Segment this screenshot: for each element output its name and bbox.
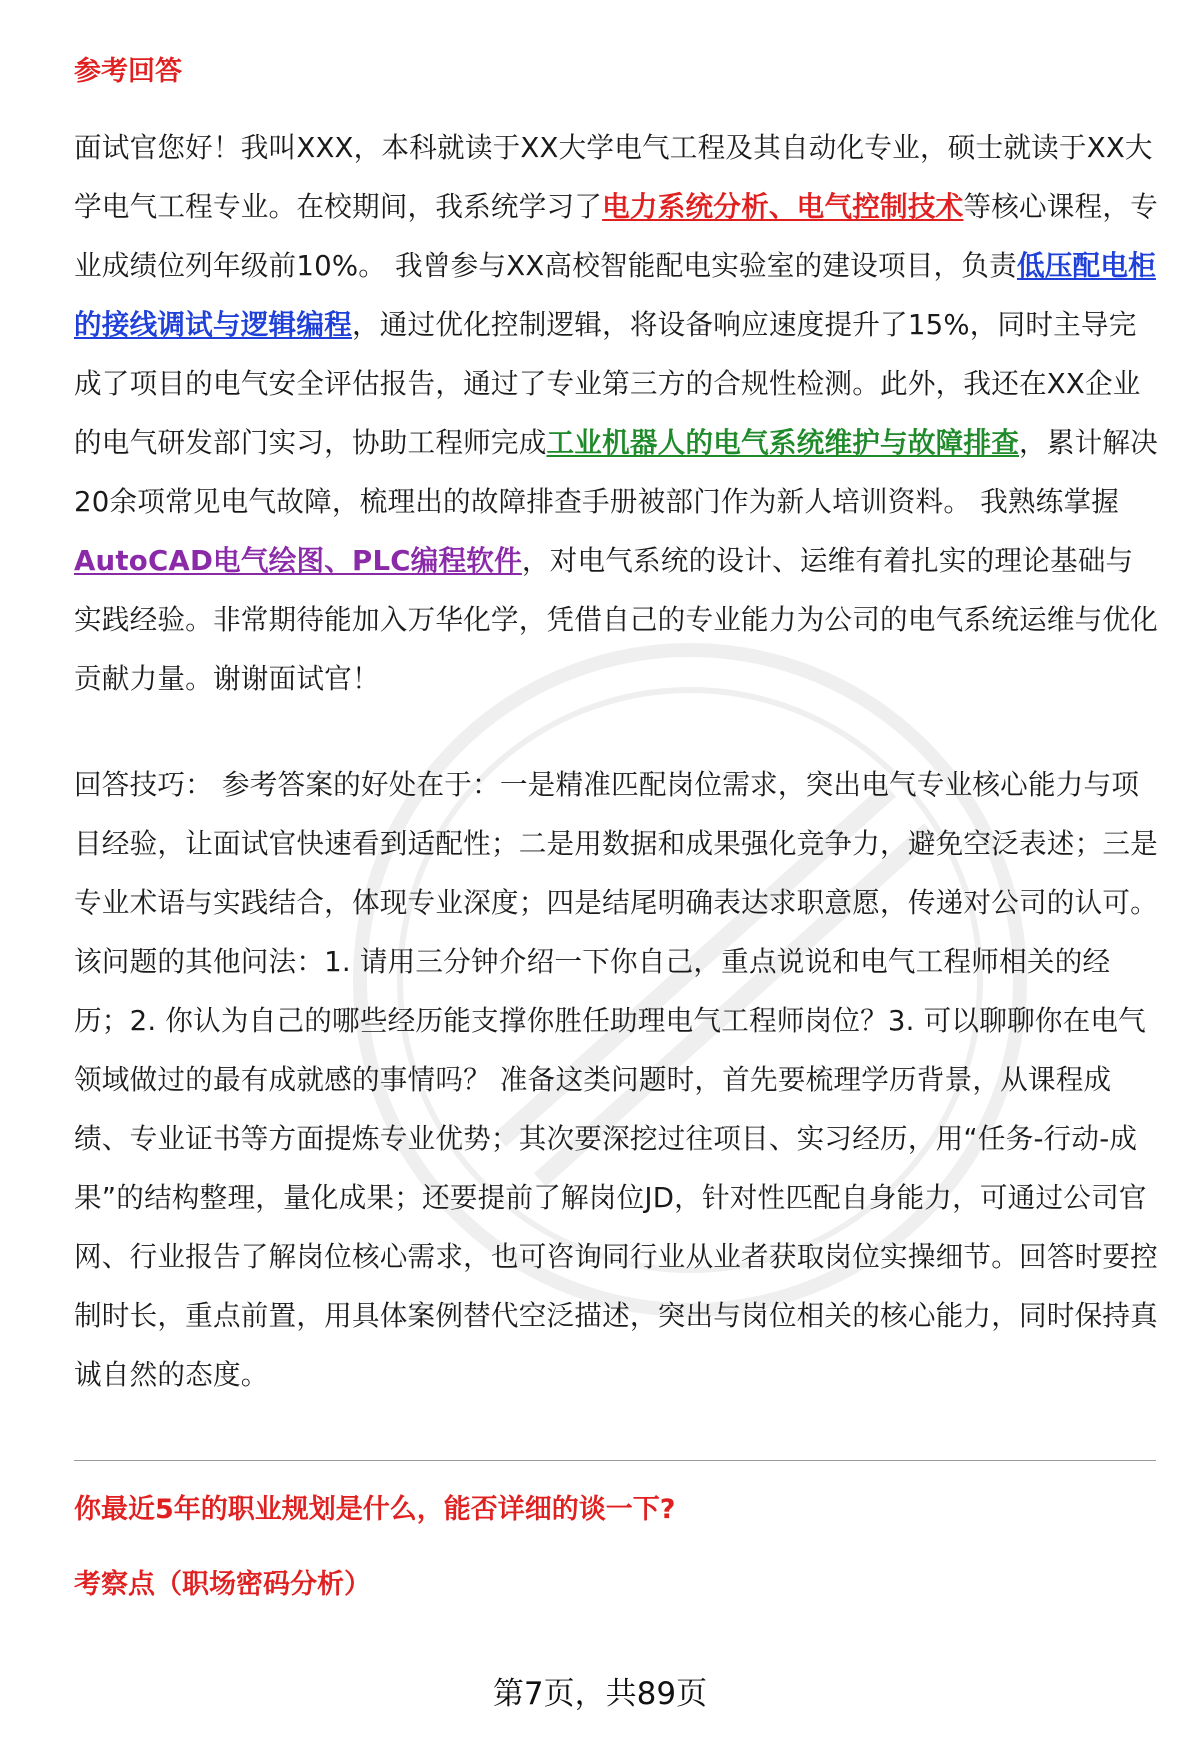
answer-text-3: ，通过优化控制逻辑，将设备响应速度提升了15%，同时主导完成了项目的电气安全评估报告，通过了专业第三方的合规性检测。此外，我还在XX企业的电气研发部门实习，协助工程师完成: [74, 308, 1141, 459]
answer-text-1: 面试官您好！我叫XXX，本科就读于XX大学电气工程及其自动化专业，硕士就读于XX大学电气工程专业。在校期间，我系统学习了: [74, 131, 1153, 223]
highlight-project: 低压配电柜的接线调试与逻辑编程: [74, 249, 1156, 341]
answer-heading: 参考回答: [74, 56, 182, 87]
answer-text-2: 等核心课程，专业成绩位列年级前10%。 我曾参与XX高校智能配电实验室的建设项目，负责: [74, 190, 1158, 282]
answer-text-5: ，对电气系统的设计、运维有着扎实的理论基础与实践经验。非常期待能加入万华化学，凭借自己的专业能力为公司的电气系统运维与优化贡献力量。谢谢面试官！: [74, 544, 1158, 695]
answer-text-4: ，累计解决20余项常见电气故障，梳理出的故障排查手册被部门作为新人培训资料。 我熟练掌握: [74, 426, 1158, 518]
analysis-heading: 考察点（职场密码分析）: [74, 1569, 371, 1600]
highlight-internship: 工业机器人的电气系统维护与故障排查: [546, 426, 1019, 459]
tips-paragraph: 回答技巧： 参考答案的好处在于：一是精准匹配岗位需求，突出电气专业核心能力与项目经验，让面试官快速看到适配性；二是用数据和成果强化竞争力，避免空泛表述；三是专业术语与实践结合，体现专业深度；四是结尾明确表达求职意愿，传递对公司的认可。 该问题的其他问法：1. 请用三分钟介绍一下你自己，重点说说和电气工程师相关的经历；2. 你认为自己的哪些经历能支撑你胜任助理电气工程师岗位？3. 可以聊聊你在电气领域做过的最有成就感的事情吗？ 准备这类问题时，首先要梳理学历背景，从课程成绩、专业证书等方面提炼专业优势；其次要深挖过往项目、实习经历，用“任务-行动-成果”的结构整理，量化成果；还要提前了解岗位JD，针对性匹配自身能力，可通过公司官网、行业报告了解岗位核心需求，也可咨询同行业从业者获取岗位实操细节。回答时要控制时长，重点前置，用具体案例替代空泛描述，突出与岗位相关的核心能力，同时保持真诚自然的态度。: [74, 768, 1158, 1391]
answer-paragraph: [74, 118, 1160, 708]
question-title: 你最近5年的职业规划是什么，能否详细的谈一下?: [74, 1494, 676, 1525]
highlight-skills: AutoCAD电气绘图、PLC编程软件: [74, 544, 522, 577]
highlight-courses: 电力系统分析、电气控制技术: [602, 190, 964, 223]
section-divider: [74, 1460, 1156, 1461]
page-number: 第7页，共89页: [492, 1676, 708, 1712]
